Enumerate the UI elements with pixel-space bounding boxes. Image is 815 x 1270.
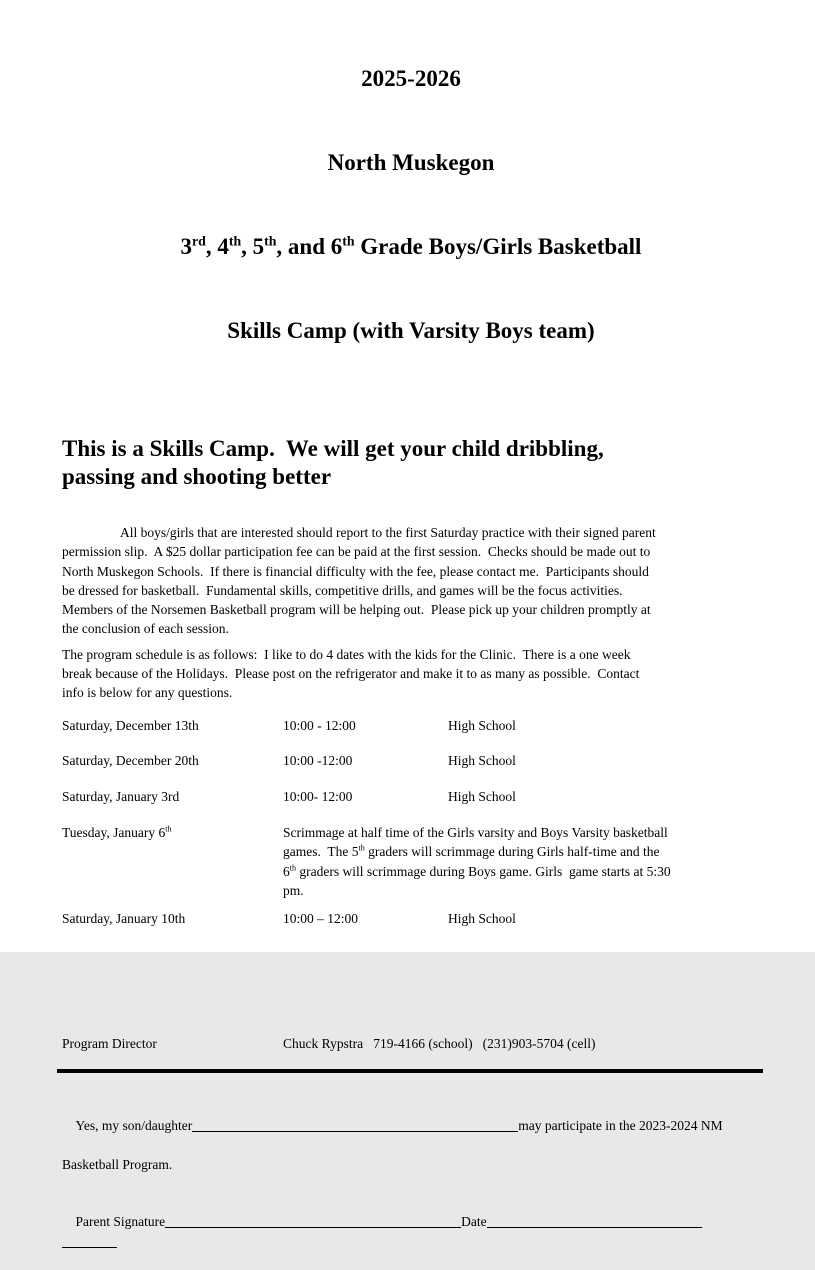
session-location: High School — [448, 911, 516, 927]
permission-prefix: Yes, my son/daughter — [75, 1118, 193, 1134]
session-location: High School — [448, 789, 516, 805]
schedule-row — [62, 716, 760, 735]
program-director-row — [62, 1034, 760, 1053]
schedule-paragraph: The program schedule is as follows: I like to do 4 dates with the kids for the Clinic. There is a one week break because of the Holidays. Please post on the refrigerator and make it to as many as possible. Contact info is below for any questions. — [62, 646, 640, 701]
session-date: Saturday, December 20th — [62, 753, 199, 769]
date-blank — [487, 1213, 702, 1228]
session-time: 10:00 – 12:00 — [283, 911, 359, 927]
title-line-grades: 3rd, 4th, 5th, and 6th Grade Boys/Girls Basketball — [180, 233, 642, 259]
tagline: This is a Skills Camp. We will get your child dribbling, passing and shooting better — [62, 436, 604, 489]
session-time: 10:00 -12:00 — [283, 753, 353, 769]
title-line-school: North Muskegon — [327, 150, 495, 175]
schedule-row — [62, 787, 760, 806]
permission-line-2: Basketball Program. — [62, 1156, 173, 1172]
session-location: High School — [448, 753, 516, 769]
schedule-list — [62, 716, 760, 929]
intro-paragraph: All boys/girls that are interested should report to the first Saturday practice with their signed parent permission slip. A $25 dollar participation fee can be paid at the first session. Checks should be made out to North Muskegon Schools. If there is financial difficulty with the fee, please contact me. Participants should be dressed for basketball. Fundamental skills, competitive drills, and games will be the focus activities. Members of the Norsemen Basketball program will be helping out. Please pick up your children promptly at the conclusion of each session. — [62, 525, 656, 637]
permission-suffix: may participate in the 2023-2024 NM — [518, 1118, 723, 1134]
session-time: 10:00- 12:00 — [283, 789, 353, 805]
schedule-row — [62, 909, 760, 928]
session-location: High School — [448, 717, 516, 733]
session-date: Saturday, January 3rd — [62, 789, 180, 805]
divider-rule — [57, 1069, 763, 1073]
doc-header — [62, 9, 760, 401]
session-date: Tuesday, January 6th — [62, 824, 172, 841]
session-date: Saturday, December 13th — [62, 717, 199, 733]
parent-signature-blank — [165, 1213, 461, 1228]
schedule-row-scrimmage — [62, 823, 760, 900]
program-director-value: Chuck Rypstra 719-4166 (school) (231)903-5704 (cell) — [283, 1035, 596, 1051]
title-line-camp: Skills Camp (with Varsity Boys team) — [227, 318, 595, 343]
session-date: Saturday, January 10th — [62, 911, 186, 927]
session-time: 10:00 - 12:00 — [283, 717, 356, 733]
scrimmage-description: Scrimmage at half time of the Girls varsity and Boys Varsity basketball games. The 5th graders will scrimmage during Girls half-time and the 6th graders will scrimmage during Boys game. Girls game starts at 5:30 pm. — [283, 825, 671, 898]
schedule-row — [62, 751, 760, 770]
permission-line — [62, 1097, 760, 1155]
date-blank-2 — [62, 1233, 117, 1248]
program-director-label: Program Director — [62, 1035, 157, 1051]
son-daughter-name-blank — [192, 1117, 518, 1132]
title-line-year: 2025-2026 — [361, 66, 461, 91]
parent-signature-label: Parent Signature — [75, 1214, 166, 1230]
signature-line — [62, 1193, 760, 1270]
date-label: Date — [461, 1214, 487, 1230]
